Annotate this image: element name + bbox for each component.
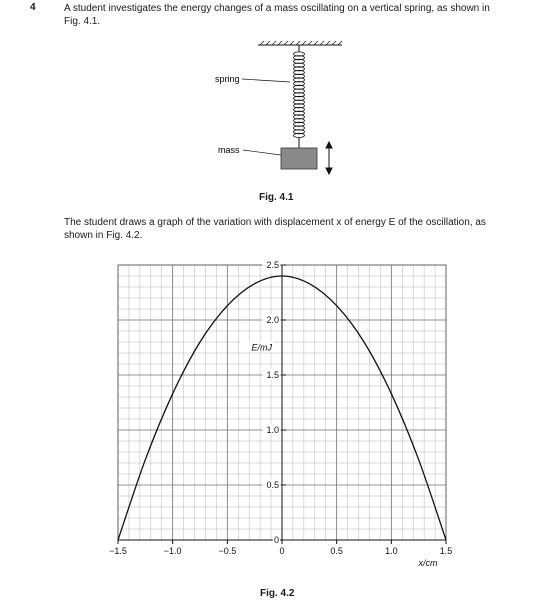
mass-label: mass xyxy=(218,145,240,155)
para2-line-1: The student draws a graph of the variation with displacement x of energy E of the oscillation, as xyxy=(64,217,486,228)
para2-line-2: shown in Fig. 4.2. xyxy=(64,230,143,241)
x-tick-label: 1.5 xyxy=(439,546,453,556)
question-number: 4 xyxy=(30,2,36,13)
y-tick-label: 0.5 xyxy=(266,480,279,490)
x-tick-label: 1.0 xyxy=(385,546,398,556)
x-axis-label: x/cm xyxy=(418,558,438,568)
x-tick-label: −0.5 xyxy=(218,546,237,556)
figure-4-1-caption: Fig. 4.1 xyxy=(259,192,294,203)
y-tick-label: 1.5 xyxy=(266,370,279,380)
y-tick-label: 2.5 xyxy=(266,260,279,270)
x-tick-label: 0 xyxy=(279,546,285,556)
y-tick-label: 0 xyxy=(273,535,279,545)
y-tick-label: 1.0 xyxy=(266,425,279,435)
y-tick-label: 2.0 xyxy=(266,315,279,325)
x-tick-label: −1.5 xyxy=(109,546,127,556)
figure-4-2-caption: Fig. 4.2 xyxy=(260,588,295,599)
spring-label: spring xyxy=(215,74,240,84)
x-tick-label: 0.5 xyxy=(330,546,343,556)
y-axis-label: E/mJ xyxy=(251,342,272,353)
intro-line-2: Fig. 4.1. xyxy=(64,16,101,27)
intro-line-1: A student investigates the energy changes of a mass oscillating on a vertical spring, as shown in xyxy=(64,3,490,14)
x-tick-label: −1.0 xyxy=(163,546,182,556)
